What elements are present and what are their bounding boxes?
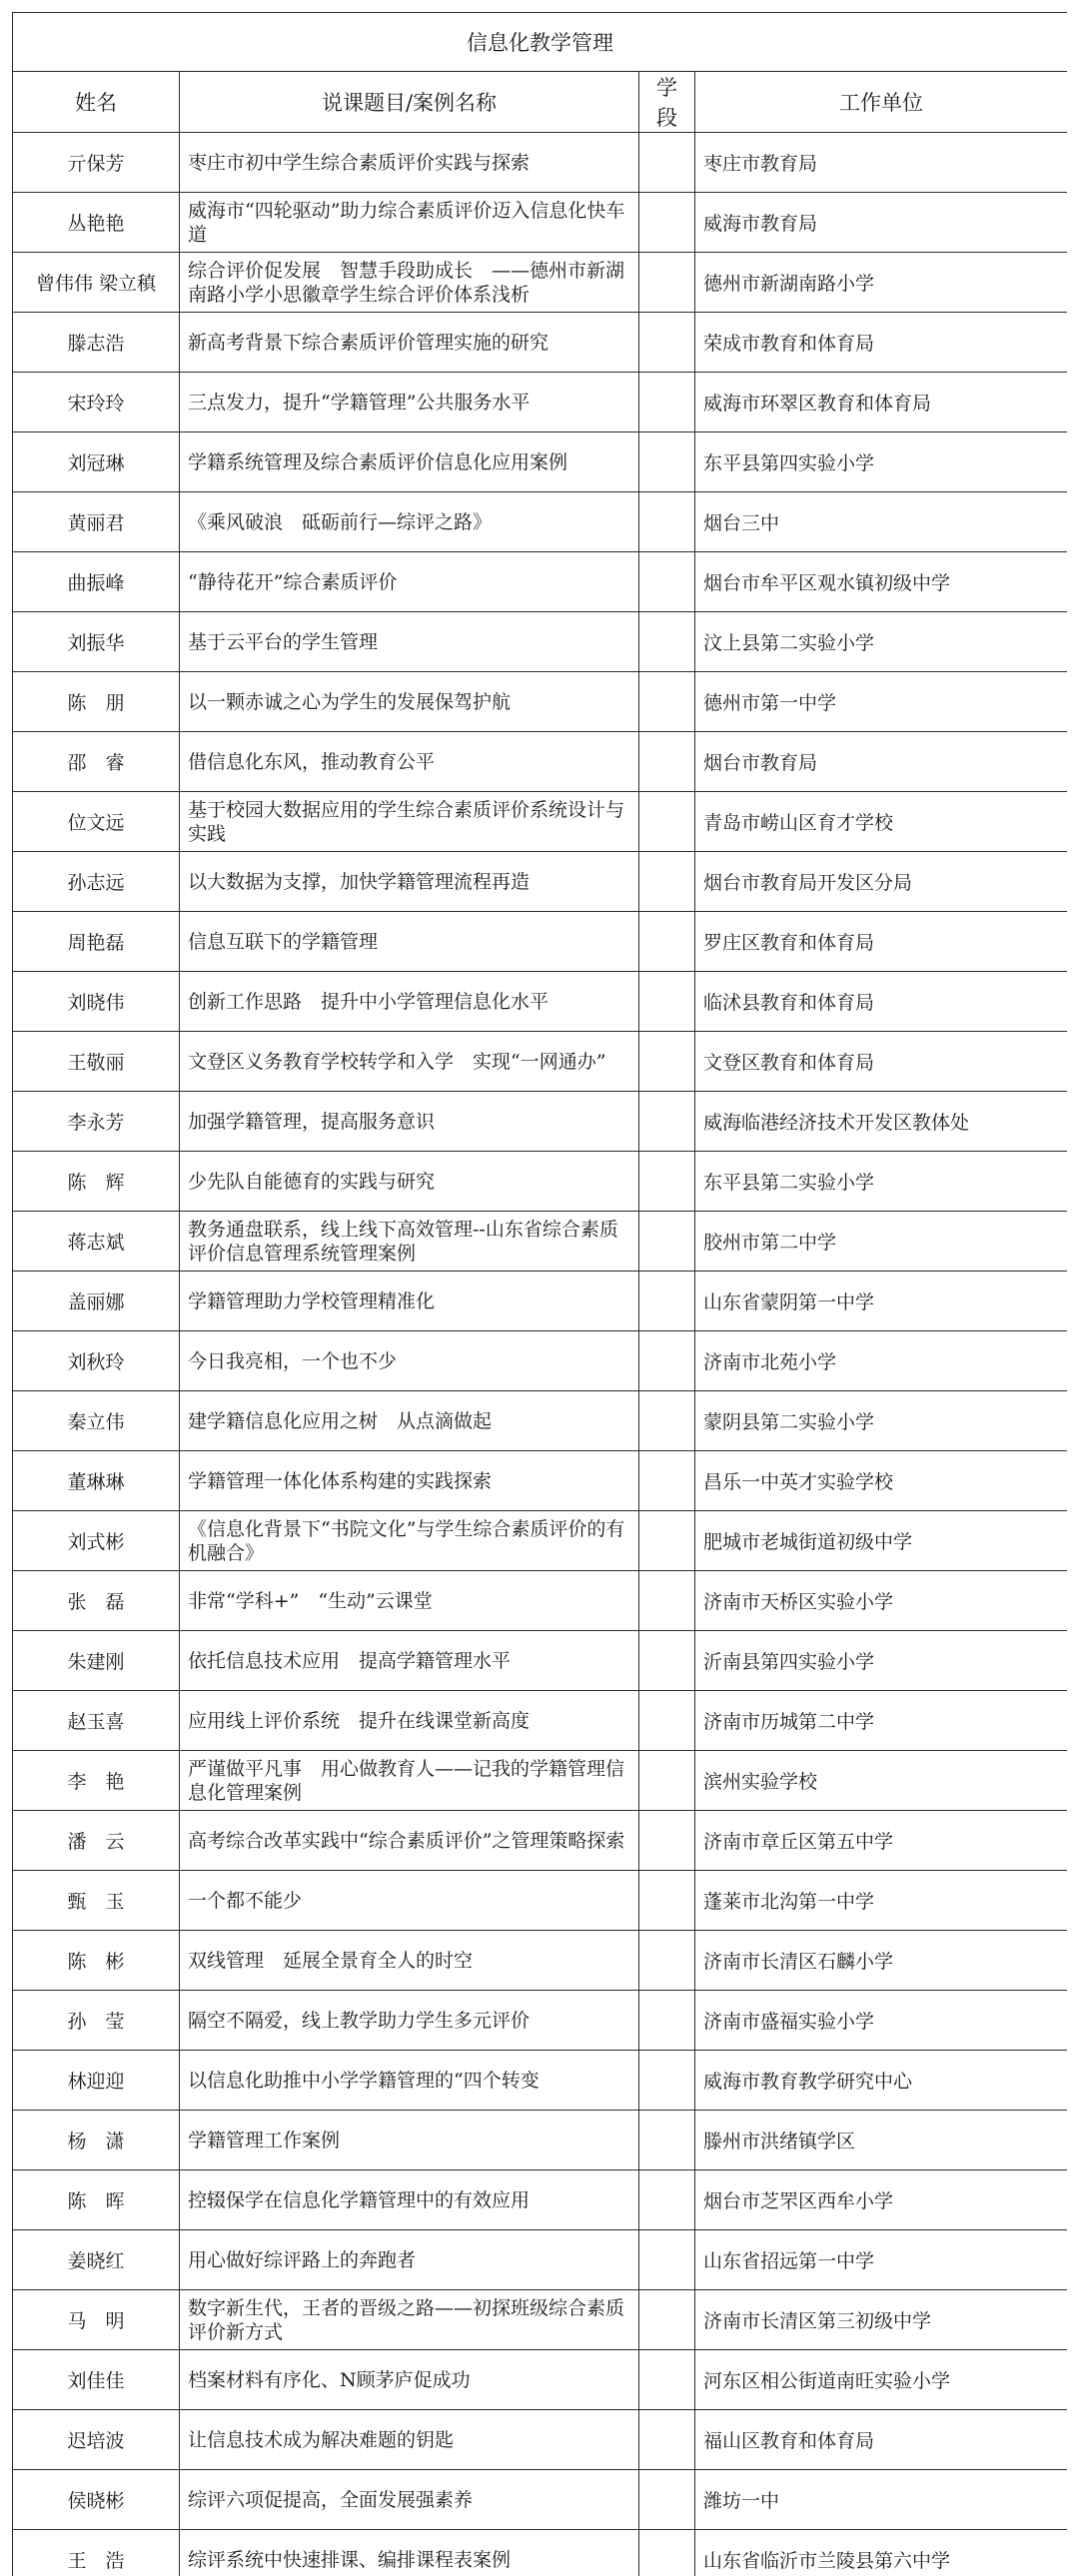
cell-name: 刘冠琳 [13,432,180,492]
cell-unit: 烟台市芝罘区西牟小学 [695,2170,1068,2230]
cell-name: 孙志远 [13,852,180,912]
teaching-management-table [12,12,1067,2576]
table-row [13,1272,1068,1331]
cell-topic: 应用线上评价系统 提升在线课堂新高度 [180,1691,639,1751]
cell-topic: 学籍系统管理及综合素质评价信息化应用案例 [180,432,639,492]
table-row [13,2111,1068,2170]
cell-stage [639,672,695,732]
cell-name: 邵 睿 [13,732,180,792]
table-row [13,1871,1068,1931]
cell-name: 黄丽君 [13,492,180,552]
cell-unit: 沂南县第四实验小学 [695,1631,1068,1691]
cell-topic: 基于云平台的学生管理 [180,612,639,672]
table-row [13,732,1068,792]
cell-unit: 济南市长清区第三初级中学 [695,2290,1068,2350]
cell-name: 侯晓彬 [13,2470,180,2530]
cell-stage [639,492,695,552]
cell-topic: 综评系统中快速排课、编排课程表案例 [180,2530,639,2576]
cell-stage [639,1991,695,2051]
cell-topic: 以信息化助推中小学学籍管理的“四个转变 [180,2051,639,2111]
cell-stage [639,1331,695,1391]
cell-name: 盖丽娜 [13,1272,180,1331]
cell-name: 刘式彬 [13,1511,180,1571]
cell-unit: 济南市章丘区第五中学 [695,1811,1068,1871]
table-row [13,1931,1068,1991]
cell-unit: 昌乐一中英才实验学校 [695,1451,1068,1511]
cell-stage [639,732,695,792]
table-row [13,1032,1068,1092]
cell-unit: 胶州市第二中学 [695,1212,1068,1272]
table-row [13,133,1068,193]
cell-unit: 汶上县第二实验小学 [695,612,1068,672]
cell-stage [639,2170,695,2230]
cell-topic: 非常“学科+” “生动”云课堂 [180,1571,639,1631]
cell-topic: 基于校园大数据应用的学生综合素质评价系统设计与实践 [180,792,639,852]
cell-stage [639,2111,695,2170]
document-page [12,12,1067,2576]
table-row [13,1391,1068,1451]
cell-stage [639,373,695,432]
cell-unit: 潍坊一中 [695,2470,1068,2530]
cell-topic: 《乘风破浪 砥砺前行—综评之路》 [180,492,639,552]
cell-stage [639,1871,695,1931]
cell-stage [639,1451,695,1511]
cell-stage [639,792,695,852]
cell-unit: 烟台市教育局开发区分局 [695,852,1068,912]
cell-topic: 让信息技术成为解决难题的钥匙 [180,2410,639,2470]
table-row [13,432,1068,492]
cell-name: 李 艳 [13,1751,180,1811]
cell-name: 王 浩 [13,2530,180,2576]
cell-name: 孙 莹 [13,1991,180,2051]
table-row [13,2410,1068,2470]
cell-topic: 学籍管理一体化体系构建的实践探索 [180,1451,639,1511]
cell-unit: 荣成市教育和体育局 [695,313,1068,373]
cell-unit: 济南市长清区石麟小学 [695,1931,1068,1991]
table-row [13,2051,1068,2111]
cell-unit: 滕州市洪绪镇学区 [695,2111,1068,2170]
table-row [13,492,1068,552]
cell-topic: 高考综合改革实践中“综合素质评价”之管理策略探索 [180,1811,639,1871]
cell-stage [639,1212,695,1272]
cell-unit: 河东区相公街道南旺实验小学 [695,2350,1068,2410]
table-row [13,792,1068,852]
cell-stage [639,1811,695,1871]
cell-stage [639,2290,695,2350]
cell-topic: 用心做好综评路上的奔跑者 [180,2230,639,2290]
cell-unit: 烟台三中 [695,492,1068,552]
table-row [13,2230,1068,2290]
cell-name: 姜晓红 [13,2230,180,2290]
cell-unit: 青岛市崂山区育才学校 [695,792,1068,852]
cell-stage [639,1631,695,1691]
table-row [13,1691,1068,1751]
cell-name: 滕志浩 [13,313,180,373]
cell-topic: 创新工作思路 提升中小学管理信息化水平 [180,972,639,1032]
table-row [13,912,1068,972]
cell-stage [639,313,695,373]
cell-name: 林迎迎 [13,2051,180,2111]
table-row [13,1991,1068,2051]
cell-name: 秦立伟 [13,1391,180,1451]
header-row [13,72,1068,133]
cell-unit: 临沭县教育和体育局 [695,972,1068,1032]
cell-name: 刘佳佳 [13,2350,180,2410]
cell-topic: 少先队自能德育的实践与研究 [180,1152,639,1212]
cell-unit: 山东省蒙阴第一中学 [695,1272,1068,1331]
cell-topic: 枣庄市初中学生综合素质评价实践与探索 [180,133,639,193]
cell-unit: 蒙阴县第二实验小学 [695,1391,1068,1451]
cell-name: 王敬丽 [13,1032,180,1092]
table-row [13,1331,1068,1391]
cell-stage [639,1571,695,1631]
cell-unit: 济南市历城第二中学 [695,1691,1068,1751]
cell-topic: 加强学籍管理，提高服务意识 [180,1092,639,1152]
cell-name: 杨 潇 [13,2111,180,2170]
table-row [13,1631,1068,1691]
table-row [13,2350,1068,2410]
cell-unit: 东平县第二实验小学 [695,1152,1068,1212]
cell-stage [639,1092,695,1152]
header-name: 姓名 [13,72,180,133]
cell-name: 陈 朋 [13,672,180,732]
cell-unit: 蓬莱市北沟第一中学 [695,1871,1068,1931]
cell-name: 陈 晖 [13,2170,180,2230]
table-row [13,253,1068,313]
cell-name: 蒋志斌 [13,1212,180,1272]
table-row [13,1571,1068,1631]
cell-name: 刘振华 [13,612,180,672]
cell-stage [639,972,695,1032]
cell-unit: 滨州实验学校 [695,1751,1068,1811]
cell-name: 位文远 [13,792,180,852]
cell-unit: 德州市新湖南路小学 [695,253,1068,313]
table-row [13,612,1068,672]
cell-unit: 山东省招远第一中学 [695,2230,1068,2290]
cell-stage [639,1391,695,1451]
cell-name: 马 明 [13,2290,180,2350]
cell-stage [639,2410,695,2470]
cell-topic: 一个都不能少 [180,1871,639,1931]
cell-name: 刘晓伟 [13,972,180,1032]
cell-unit: 威海市教育局 [695,193,1068,253]
table-row [13,2470,1068,2530]
cell-stage [639,1511,695,1571]
table-row [13,2170,1068,2230]
cell-unit: 烟台市牟平区观水镇初级中学 [695,552,1068,612]
cell-topic: 威海市“四轮驱动”助力综合素质评价迈入信息化快车道 [180,193,639,253]
table-row [13,193,1068,253]
cell-name: 丛艳艳 [13,193,180,253]
cell-unit: 济南市北苑小学 [695,1331,1068,1391]
cell-topic: 文登区义务教育学校转学和入学 实现“一网通办” [180,1032,639,1092]
cell-name: 甄 玉 [13,1871,180,1931]
cell-name: 宋玲玲 [13,373,180,432]
cell-unit: 东平县第四实验小学 [695,432,1068,492]
cell-stage [639,1751,695,1811]
cell-topic: 控辍保学在信息化学籍管理中的有效应用 [180,2170,639,2230]
cell-topic: 隔空不隔爱，线上教学助力学生多元评价 [180,1991,639,2051]
cell-topic: 以大数据为支撑，加快学籍管理流程再造 [180,852,639,912]
cell-name: 迟培波 [13,2410,180,2470]
cell-name: 李永芳 [13,1092,180,1152]
table-row [13,852,1068,912]
cell-name: 赵玉喜 [13,1691,180,1751]
header-stage: 学段 [639,72,695,133]
table-row [13,1751,1068,1811]
cell-name: 陈 彬 [13,1931,180,1991]
cell-unit: 威海市教育教学研究中心 [695,2051,1068,2111]
cell-unit: 德州市第一中学 [695,672,1068,732]
cell-topic: 新高考背景下综合素质评价管理实施的研究 [180,313,639,373]
cell-stage [639,2051,695,2111]
cell-unit: 肥城市老城街道初级中学 [695,1511,1068,1571]
table-row [13,1511,1068,1571]
cell-topic: 教务通盘联系，线上线下高效管理--山东省综合素质评价信息管理系统管理案例 [180,1212,639,1272]
cell-topic: 综评六项促提高，全面发展强素养 [180,2470,639,2530]
cell-topic: 三点发力，提升“学籍管理”公共服务水平 [180,373,639,432]
cell-topic: 借信息化东风，推动教育公平 [180,732,639,792]
cell-name: 刘秋玲 [13,1331,180,1391]
cell-topic: 信息互联下的学籍管理 [180,912,639,972]
cell-topic: 数字新生代，王者的晋级之路——初探班级综合素质评价新方式 [180,2290,639,2350]
cell-stage [639,133,695,193]
cell-stage [639,432,695,492]
cell-stage [639,2530,695,2576]
cell-unit: 福山区教育和体育局 [695,2410,1068,2470]
cell-name: 董琳琳 [13,1451,180,1511]
cell-topic: 学籍管理工作案例 [180,2111,639,2170]
table-row [13,1212,1068,1272]
cell-stage [639,193,695,253]
cell-topic: 综合评价促发展 智慧手段助成长 ——德州市新湖南路小学小思徽章学生综合评价体系浅析 [180,253,639,313]
cell-stage [639,552,695,612]
cell-name: 陈 辉 [13,1152,180,1212]
table-row [13,672,1068,732]
table-row [13,2530,1068,2576]
cell-name: 亓保芳 [13,133,180,193]
cell-name: 曾伟伟 梁立稹 [13,253,180,313]
cell-unit: 济南市天桥区实验小学 [695,1571,1068,1631]
cell-unit: 威海临港经济技术开发区教体处 [695,1092,1068,1152]
cell-topic: 建学籍信息化应用之树 从点滴做起 [180,1391,639,1451]
table-row [13,313,1068,373]
cell-name: 朱建刚 [13,1631,180,1691]
table-title: 信息化教学管理 [13,13,1068,72]
cell-unit: 济南市盛福实验小学 [695,1991,1068,2051]
cell-stage [639,2470,695,2530]
cell-name: 曲振峰 [13,552,180,612]
table-row [13,1451,1068,1511]
table-row [13,1092,1068,1152]
header-topic: 说课题目/案例名称 [180,72,639,133]
cell-name: 周艳磊 [13,912,180,972]
cell-stage [639,1152,695,1212]
cell-topic: 依托信息技术应用 提高学籍管理水平 [180,1631,639,1691]
cell-stage [639,2230,695,2290]
cell-stage [639,1931,695,1991]
cell-stage [639,1691,695,1751]
table-row [13,972,1068,1032]
cell-stage [639,612,695,672]
cell-topic: 以一颗赤诚之心为学生的发展保驾护航 [180,672,639,732]
cell-stage [639,2350,695,2410]
cell-topic: “静待花开”综合素质评价 [180,552,639,612]
cell-topic: 学籍管理助力学校管理精准化 [180,1272,639,1331]
cell-stage [639,912,695,972]
cell-unit: 烟台市教育局 [695,732,1068,792]
table-row [13,1811,1068,1871]
cell-topic: 今日我亮相，一个也不少 [180,1331,639,1391]
cell-stage [639,253,695,313]
table-row [13,373,1068,432]
cell-unit: 山东省临沂市兰陵县第六中学 [695,2530,1068,2576]
cell-unit: 威海市环翠区教育和体育局 [695,373,1068,432]
cell-name: 张 磊 [13,1571,180,1631]
cell-stage [639,1032,695,1092]
cell-stage [639,852,695,912]
cell-topic: 双线管理 延展全景育全人的时空 [180,1931,639,1991]
cell-topic: 严谨做平凡事 用心做教育人——记我的学籍管理信息化管理案例 [180,1751,639,1811]
table-row [13,552,1068,612]
cell-name: 潘 云 [13,1811,180,1871]
cell-topic: 档案材料有序化、N顾茅庐促成功 [180,2350,639,2410]
cell-stage [639,1272,695,1331]
cell-unit: 文登区教育和体育局 [695,1032,1068,1092]
cell-unit: 枣庄市教育局 [695,133,1068,193]
table-row [13,1152,1068,1212]
cell-unit: 罗庄区教育和体育局 [695,912,1068,972]
cell-topic: 《信息化背景下“书院文化”与学生综合素质评价的有机融合》 [180,1511,639,1571]
header-unit: 工作单位 [695,72,1068,133]
table-row [13,2290,1068,2350]
